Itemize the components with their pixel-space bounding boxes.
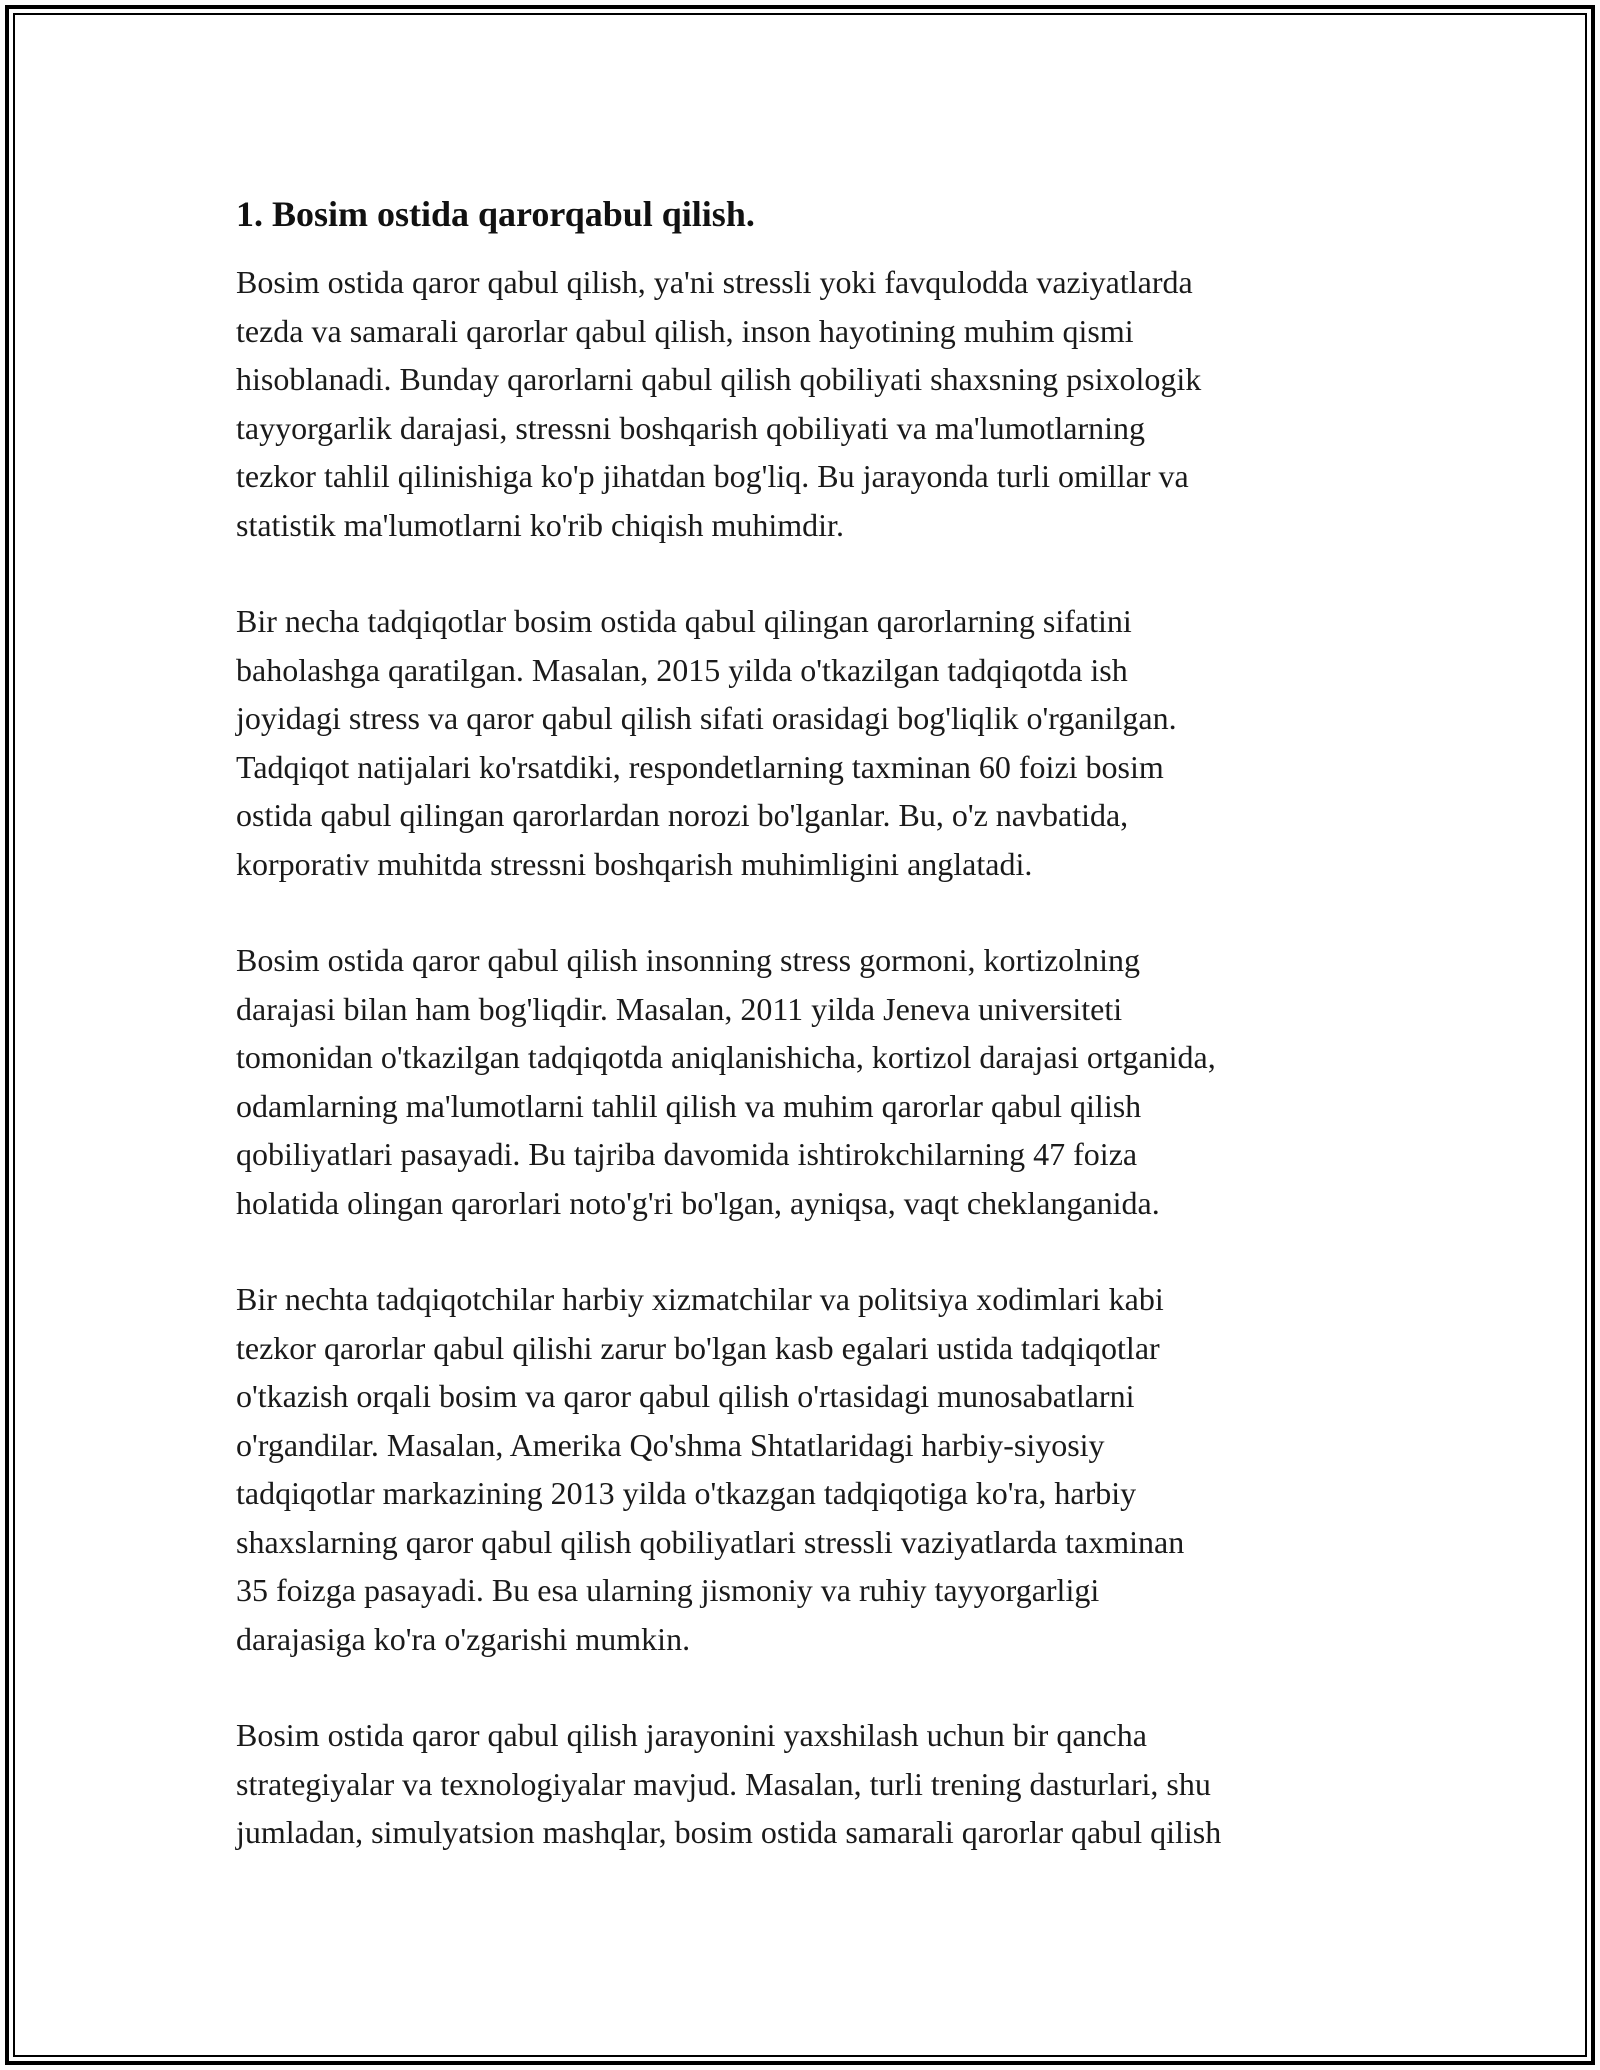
text-line: tadqiqotlar markazining 2013 yilda o'tkazgan tadqiqotiga ko'ra, harbiy <box>236 1475 1137 1511</box>
text-line: Bir nechta tadqiqotchilar harbiy xizmatchilar va politsiya xodimlari kabi <box>236 1281 1164 1317</box>
text-line: tayyorgarlik darajasi, stressni boshqarish qobiliyati va ma'lumotlarning <box>236 409 1145 446</box>
text-line: statistik ma'lumotlarni ko'rib chiqish muhimdir. <box>236 506 844 543</box>
text-line: shaxslarning qaror qabul qilish qobiliyatlari stressli vaziyatlarda taxminan <box>236 1523 1185 1560</box>
text-line: odamlarning ma'lumotlarni tahlil qilish va muhim qarorlar qabul qilish <box>236 1087 1142 1124</box>
text-line: Tadqiqot natijalari ko'rsatdiki, respondetlarning taxminan 60 foizi bosim <box>236 748 1164 785</box>
text-line: baholashga qaratilgan. Masalan, 2015 yilda o'tkazilgan tadqiqotda ish <box>236 651 1128 688</box>
text-line: joyidagi stress va qaror qabul qilish sifati orasidagi bog'liqlik o'rganilgan. <box>236 700 1177 736</box>
text-line: Bosim ostida qaror qabul qilish, ya'ni stressli yoki favqulodda vaziyatlarda <box>236 264 1193 300</box>
text-line: tezda va samarali qarorlar qabul qilish, inson hayotining muhim qismi <box>236 312 1134 349</box>
text-line: hisoblanadi. Bunday qarorlarni qabul qilish qobiliyati shaxsning psixologik <box>236 361 1202 397</box>
paragraph-3 <box>236 936 1376 1227</box>
text-line: ostida qabul qilingan qarorlardan norozi bo'lganlar. Bu, o'z navbatida, <box>236 797 1129 833</box>
text-line: o'tkazish orqali bosim va qaror qabul qilish o'rtasidagi munosabatlarni <box>236 1378 1135 1414</box>
text-line: holatida olingan qarorlari noto'g'ri bo'lgan, ayniqsa, vaqt cheklanganida. <box>236 1184 1160 1221</box>
text-line: tomonidan o'tkazilgan tadqiqotda aniqlanishicha, kortizol darajasi ortganida, <box>236 1039 1216 1075</box>
text-line: tezkor tahlil qilinishiga ko'p jihatdan bog'liq. Bu jarayonda turli omillar va <box>236 458 1189 494</box>
text-line: qobiliyatlari pasayadi. Bu tajriba davomida ishtirokchilarning 47 foiza <box>236 1136 1138 1172</box>
paragraph-5 <box>236 1711 1376 1857</box>
paragraph-2 <box>236 597 1376 888</box>
text-line: darajasi bilan ham bog'liqdir. Masalan, 2011 yilda Jeneva universiteti <box>236 990 1123 1027</box>
document-body <box>236 190 1376 1905</box>
paragraph-4 <box>236 1275 1376 1663</box>
text-line: darajasiga ko'ra o'zgarishi mumkin. <box>236 1620 691 1657</box>
paragraph-1 <box>236 258 1376 549</box>
text-line: Bir necha tadqiqotlar bosim ostida qabul qilingan qarorlarning sifatini <box>236 603 1132 639</box>
text-line: Bosim ostida qaror qabul qilish jarayonini yaxshilash uchun bir qancha <box>236 1717 1147 1753</box>
text-line: strategiyalar va texnologiyalar mavjud. Masalan, turli trening dasturlari, shu <box>236 1765 1211 1802</box>
text-line: korporativ muhitda stressni boshqarish muhimligini anglatadi. <box>236 845 1033 882</box>
text-line: 35 foizga pasayadi. Bu esa ularning jismoniy va ruhiy tayyorgarligi <box>236 1572 1100 1608</box>
text-line: o'rgandilar. Masalan, Amerika Qo'shma Shtatlaridagi harbiy-siyosiy <box>236 1426 1105 1463</box>
section-heading: 1. Bosim ostida qarorqabul qilish. <box>236 194 755 234</box>
text-line: tezkor qarorlar qabul qilishi zarur bo'lgan kasb egalari ustida tadqiqotlar <box>236 1329 1160 1366</box>
text-line: Bosim ostida qaror qabul qilish insonning stress gormoni, kortizolning <box>236 942 1140 978</box>
text-line: jumladan, simulyatsion mashqlar, bosim ostida samarali qarorlar qabul qilish <box>236 1814 1222 1850</box>
